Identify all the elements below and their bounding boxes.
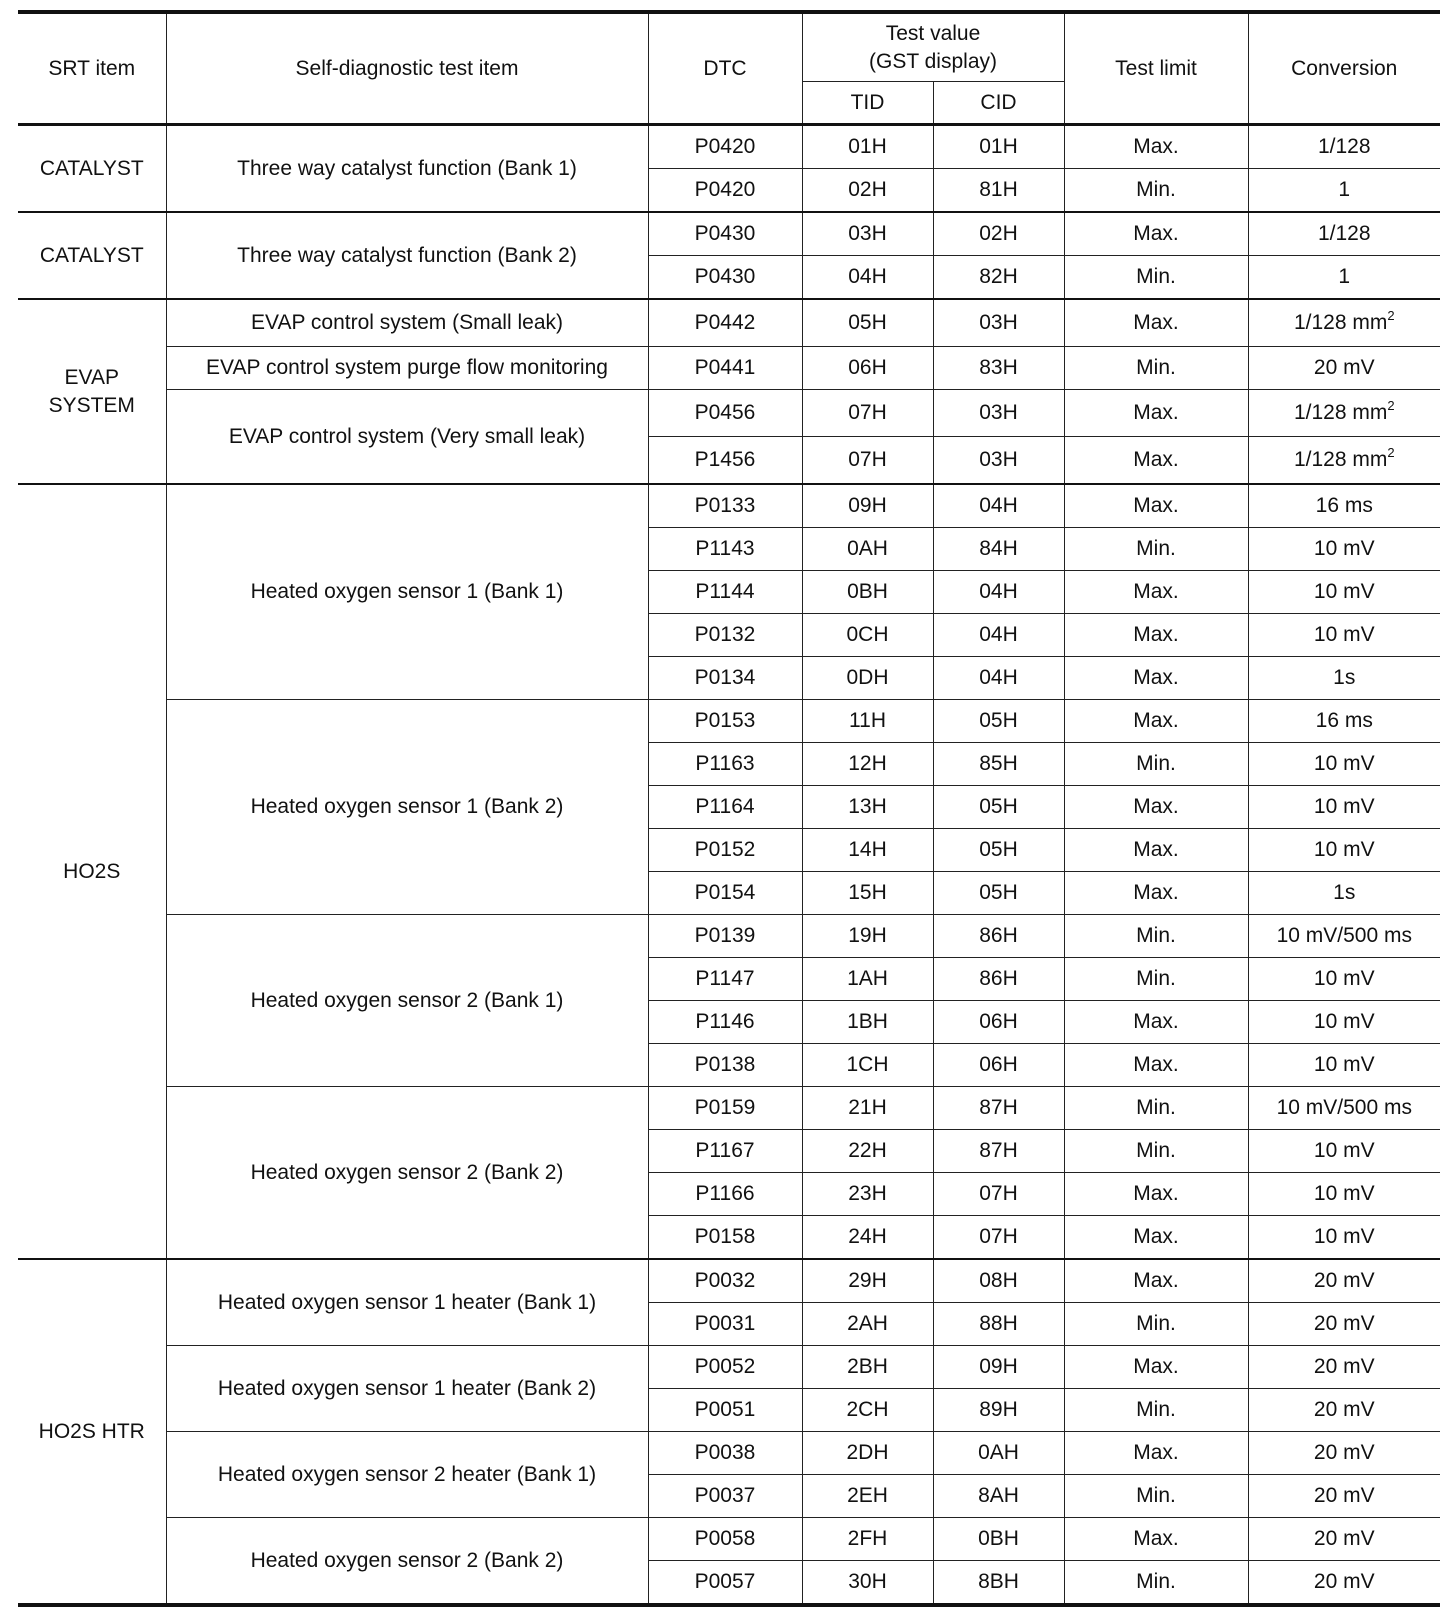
- limit-cell: Max.: [1064, 1001, 1248, 1044]
- dtc-cell: P1163: [648, 743, 802, 786]
- conversion-mm2-base: 1/128 mm: [1293, 448, 1388, 472]
- limit-cell: Min.: [1064, 915, 1248, 958]
- conversion-mm2-exp: 2: [1387, 445, 1395, 461]
- header-test-value-line2: (GST display): [869, 49, 997, 73]
- tid-cell: 2CH: [802, 1389, 933, 1432]
- table-row: [18, 1346, 1440, 1389]
- conversion-cell: 1: [1248, 169, 1440, 213]
- dtc-cell: P0032: [648, 1259, 802, 1303]
- limit-cell: Min.: [1064, 743, 1248, 786]
- cid-cell: 07H: [933, 1216, 1064, 1260]
- test-item-cell: EVAP control system (Very small leak): [166, 390, 648, 485]
- limit-cell: Max.: [1064, 437, 1248, 485]
- conversion-cell: 20 mV: [1248, 1346, 1440, 1389]
- table-row: [18, 212, 1440, 256]
- conversion-cell: 20 mV: [1248, 1561, 1440, 1606]
- limit-cell: Min.: [1064, 169, 1248, 213]
- limit-cell: Max.: [1064, 1216, 1248, 1260]
- limit-cell: Max.: [1064, 657, 1248, 700]
- conversion-cell: 20 mV: [1248, 1389, 1440, 1432]
- conversion-cell: 10 mV: [1248, 614, 1440, 657]
- limit-cell: Min.: [1064, 1130, 1248, 1173]
- srt-cell-ho2s-htr: HO2S HTR: [18, 1259, 166, 1605]
- table-row: [18, 1432, 1440, 1475]
- srt-cell-evap-system: [18, 299, 166, 484]
- conversion-cell: 1s: [1248, 872, 1440, 915]
- tid-cell: 19H: [802, 915, 933, 958]
- cid-cell: 08H: [933, 1259, 1064, 1303]
- limit-cell: Max.: [1064, 571, 1248, 614]
- conversion-cell: 20 mV: [1248, 1303, 1440, 1346]
- limit-cell: Min.: [1064, 1389, 1248, 1432]
- cid-cell: 05H: [933, 872, 1064, 915]
- cid-cell: 03H: [933, 299, 1064, 347]
- header-conversion: Conversion: [1248, 12, 1440, 125]
- test-item-cell: Three way catalyst function (Bank 2): [166, 212, 648, 299]
- limit-cell: Max.: [1064, 872, 1248, 915]
- conversion-cell: 20 mV: [1248, 1432, 1440, 1475]
- table-row: [18, 390, 1440, 437]
- table-row: [18, 125, 1440, 169]
- conversion-cell: 16 ms: [1248, 484, 1440, 528]
- tid-cell: 07H: [802, 437, 933, 485]
- table-row: [18, 915, 1440, 958]
- tid-cell: 09H: [802, 484, 933, 528]
- dtc-cell: P0052: [648, 1346, 802, 1389]
- cid-cell: 05H: [933, 786, 1064, 829]
- dtc-cell: P0159: [648, 1087, 802, 1130]
- dtc-cell: P0153: [648, 700, 802, 743]
- conversion-cell: 20 mV: [1248, 1518, 1440, 1561]
- test-item-cell: Heated oxygen sensor 2 (Bank 2): [166, 1087, 648, 1260]
- limit-cell: Max.: [1064, 299, 1248, 347]
- conversion-cell: [1248, 299, 1440, 347]
- srt-dtc-table: [18, 10, 1440, 1607]
- cid-cell: 04H: [933, 484, 1064, 528]
- tid-cell: 23H: [802, 1173, 933, 1216]
- tid-cell: 11H: [802, 700, 933, 743]
- tid-cell: 05H: [802, 299, 933, 347]
- header-tid: TID: [802, 82, 933, 125]
- header-test-value-line1: Test value: [885, 22, 981, 46]
- conversion-cell: [1248, 390, 1440, 437]
- header-self-diagnostic-test-item: Self-diagnostic test item: [166, 12, 648, 125]
- dtc-cell: P0456: [648, 390, 802, 437]
- tid-cell: 0AH: [802, 528, 933, 571]
- tid-cell: 12H: [802, 743, 933, 786]
- cid-cell: 82H: [933, 256, 1064, 300]
- limit-cell: Max.: [1064, 1518, 1248, 1561]
- tid-cell: 0DH: [802, 657, 933, 700]
- dtc-cell: P0430: [648, 256, 802, 300]
- conversion-cell: 1s: [1248, 657, 1440, 700]
- dtc-cell: P0430: [648, 212, 802, 256]
- conversion-cell: 10 mV: [1248, 958, 1440, 1001]
- dtc-cell: P0152: [648, 829, 802, 872]
- tid-cell: 21H: [802, 1087, 933, 1130]
- dtc-cell: P0051: [648, 1389, 802, 1432]
- conversion-cell: 1/128: [1248, 212, 1440, 256]
- tid-cell: 1BH: [802, 1001, 933, 1044]
- tid-cell: 14H: [802, 829, 933, 872]
- limit-cell: Max.: [1064, 212, 1248, 256]
- srt-evap-line1: EVAP: [64, 366, 119, 390]
- cid-cell: 09H: [933, 1346, 1064, 1389]
- limit-cell: Max.: [1064, 1432, 1248, 1475]
- test-item-cell: Heated oxygen sensor 1 (Bank 1): [166, 484, 648, 700]
- limit-cell: Min.: [1064, 958, 1248, 1001]
- dtc-cell: P0133: [648, 484, 802, 528]
- header-test-value: [802, 12, 1064, 82]
- tid-cell: 0CH: [802, 614, 933, 657]
- tid-cell: 22H: [802, 1130, 933, 1173]
- conversion-cell: 10 mV: [1248, 1216, 1440, 1260]
- cid-cell: 88H: [933, 1303, 1064, 1346]
- table-row: [18, 1259, 1440, 1303]
- tid-cell: 2BH: [802, 1346, 933, 1389]
- table-row: [18, 347, 1440, 390]
- conversion-cell: 10 mV: [1248, 786, 1440, 829]
- test-item-cell: Heated oxygen sensor 2 (Bank 2): [166, 1518, 648, 1606]
- limit-cell: Max.: [1064, 700, 1248, 743]
- dtc-cell: P1456: [648, 437, 802, 485]
- limit-cell: Min.: [1064, 1561, 1248, 1606]
- cid-cell: 07H: [933, 1173, 1064, 1216]
- cid-cell: 87H: [933, 1087, 1064, 1130]
- dtc-cell: P1144: [648, 571, 802, 614]
- test-item-cell: Heated oxygen sensor 1 heater (Bank 2): [166, 1346, 648, 1432]
- dtc-cell: P1143: [648, 528, 802, 571]
- limit-cell: Max.: [1064, 786, 1248, 829]
- table-row: [18, 700, 1440, 743]
- cid-cell: 89H: [933, 1389, 1064, 1432]
- conversion-cell: 10 mV/500 ms: [1248, 915, 1440, 958]
- tid-cell: 0BH: [802, 571, 933, 614]
- dtc-cell: P0139: [648, 915, 802, 958]
- conversion-cell: 10 mV: [1248, 1130, 1440, 1173]
- cid-cell: 04H: [933, 614, 1064, 657]
- dtc-cell: P1146: [648, 1001, 802, 1044]
- conversion-cell: 16 ms: [1248, 700, 1440, 743]
- srt-cell-ho2s: HO2S: [18, 484, 166, 1259]
- tid-cell: 06H: [802, 347, 933, 390]
- limit-cell: Min.: [1064, 1475, 1248, 1518]
- test-item-cell: Three way catalyst function (Bank 1): [166, 125, 648, 213]
- cid-cell: 03H: [933, 390, 1064, 437]
- cid-cell: 01H: [933, 125, 1064, 169]
- cid-cell: 06H: [933, 1044, 1064, 1087]
- limit-cell: Max.: [1064, 614, 1248, 657]
- dtc-cell: P0134: [648, 657, 802, 700]
- conversion-cell: 10 mV/500 ms: [1248, 1087, 1440, 1130]
- limit-cell: Max.: [1064, 1044, 1248, 1087]
- conversion-cell: [1248, 437, 1440, 485]
- srt-cell-catalyst: CATALYST: [18, 125, 166, 213]
- limit-cell: Max.: [1064, 1346, 1248, 1389]
- dtc-cell: P1166: [648, 1173, 802, 1216]
- cid-cell: 05H: [933, 829, 1064, 872]
- test-item-cell: Heated oxygen sensor 2 (Bank 1): [166, 915, 648, 1087]
- dtc-cell: P0138: [648, 1044, 802, 1087]
- cid-cell: 86H: [933, 915, 1064, 958]
- cid-cell: 8AH: [933, 1475, 1064, 1518]
- limit-cell: Max.: [1064, 1259, 1248, 1303]
- cid-cell: 81H: [933, 169, 1064, 213]
- conversion-cell: 1/128: [1248, 125, 1440, 169]
- tid-cell: 2DH: [802, 1432, 933, 1475]
- cid-cell: 86H: [933, 958, 1064, 1001]
- srt-dtc-table-container: [18, 10, 1440, 1607]
- dtc-cell: P1164: [648, 786, 802, 829]
- tid-cell: 13H: [802, 786, 933, 829]
- limit-cell: Max.: [1064, 829, 1248, 872]
- tid-cell: 29H: [802, 1259, 933, 1303]
- conversion-cell: 10 mV: [1248, 1173, 1440, 1216]
- tid-cell: 24H: [802, 1216, 933, 1260]
- header-row: [18, 12, 1440, 82]
- cid-cell: 87H: [933, 1130, 1064, 1173]
- conversion-cell: 10 mV: [1248, 1044, 1440, 1087]
- test-item-cell: Heated oxygen sensor 2 heater (Bank 1): [166, 1432, 648, 1518]
- cid-cell: 03H: [933, 437, 1064, 485]
- dtc-cell: P1167: [648, 1130, 802, 1173]
- tid-cell: 04H: [802, 256, 933, 300]
- tid-cell: 1AH: [802, 958, 933, 1001]
- header-srt-item: SRT item: [18, 12, 166, 125]
- table-row: [18, 484, 1440, 528]
- limit-cell: Min.: [1064, 256, 1248, 300]
- srt-evap-line2: SYSTEM: [48, 393, 135, 417]
- cid-cell: 8BH: [933, 1561, 1064, 1606]
- cid-cell: 05H: [933, 700, 1064, 743]
- dtc-cell: P0057: [648, 1561, 802, 1606]
- test-item-cell: EVAP control system (Small leak): [166, 299, 648, 347]
- limit-cell: Max.: [1064, 1173, 1248, 1216]
- cid-cell: 85H: [933, 743, 1064, 786]
- table-row: [18, 299, 1440, 347]
- tid-cell: 1CH: [802, 1044, 933, 1087]
- tid-cell: 30H: [802, 1561, 933, 1606]
- cid-cell: 04H: [933, 657, 1064, 700]
- conversion-cell: 10 mV: [1248, 571, 1440, 614]
- test-item-cell: EVAP control system purge flow monitoring: [166, 347, 648, 390]
- limit-cell: Max.: [1064, 484, 1248, 528]
- dtc-cell: P0442: [648, 299, 802, 347]
- conversion-cell: 10 mV: [1248, 743, 1440, 786]
- tid-cell: 15H: [802, 872, 933, 915]
- limit-cell: Max.: [1064, 125, 1248, 169]
- limit-cell: Min.: [1064, 528, 1248, 571]
- dtc-cell: P0420: [648, 169, 802, 213]
- limit-cell: Max.: [1064, 390, 1248, 437]
- dtc-cell: P0031: [648, 1303, 802, 1346]
- conversion-mm2-base: 1/128 mm: [1293, 311, 1388, 335]
- conversion-cell: 10 mV: [1248, 1001, 1440, 1044]
- tid-cell: 2EH: [802, 1475, 933, 1518]
- test-item-cell: Heated oxygen sensor 1 heater (Bank 1): [166, 1259, 648, 1346]
- tid-cell: 2AH: [802, 1303, 933, 1346]
- cid-cell: 0AH: [933, 1432, 1064, 1475]
- conversion-cell: 10 mV: [1248, 829, 1440, 872]
- tid-cell: 07H: [802, 390, 933, 437]
- tid-cell: 2FH: [802, 1518, 933, 1561]
- conversion-mm2-exp: 2: [1387, 308, 1395, 324]
- dtc-cell: P0154: [648, 872, 802, 915]
- header-cid: CID: [933, 82, 1064, 125]
- conversion-mm2-base: 1/128 mm: [1293, 401, 1388, 425]
- header-test-limit: Test limit: [1064, 12, 1248, 125]
- dtc-cell: P0058: [648, 1518, 802, 1561]
- dtc-cell: P0420: [648, 125, 802, 169]
- dtc-cell: P0037: [648, 1475, 802, 1518]
- conversion-cell: 10 mV: [1248, 528, 1440, 571]
- cid-cell: 04H: [933, 571, 1064, 614]
- dtc-cell: P1147: [648, 958, 802, 1001]
- conversion-cell: 1: [1248, 256, 1440, 300]
- cid-cell: 06H: [933, 1001, 1064, 1044]
- dtc-cell: P0441: [648, 347, 802, 390]
- conversion-cell: 20 mV: [1248, 1475, 1440, 1518]
- table-row: [18, 1087, 1440, 1130]
- conversion-mm2-exp: 2: [1387, 398, 1395, 414]
- conversion-cell: 20 mV: [1248, 1259, 1440, 1303]
- tid-cell: 03H: [802, 212, 933, 256]
- tid-cell: 01H: [802, 125, 933, 169]
- dtc-cell: P0038: [648, 1432, 802, 1475]
- dtc-cell: P0132: [648, 614, 802, 657]
- test-item-cell: Heated oxygen sensor 1 (Bank 2): [166, 700, 648, 915]
- limit-cell: Min.: [1064, 347, 1248, 390]
- cid-cell: 0BH: [933, 1518, 1064, 1561]
- header-dtc: DTC: [648, 12, 802, 125]
- cid-cell: 02H: [933, 212, 1064, 256]
- tid-cell: 02H: [802, 169, 933, 213]
- cid-cell: 83H: [933, 347, 1064, 390]
- dtc-cell: P0158: [648, 1216, 802, 1260]
- srt-cell-catalyst: CATALYST: [18, 212, 166, 299]
- table-row: [18, 1518, 1440, 1561]
- conversion-cell: 20 mV: [1248, 347, 1440, 390]
- cid-cell: 84H: [933, 528, 1064, 571]
- limit-cell: Min.: [1064, 1303, 1248, 1346]
- limit-cell: Min.: [1064, 1087, 1248, 1130]
